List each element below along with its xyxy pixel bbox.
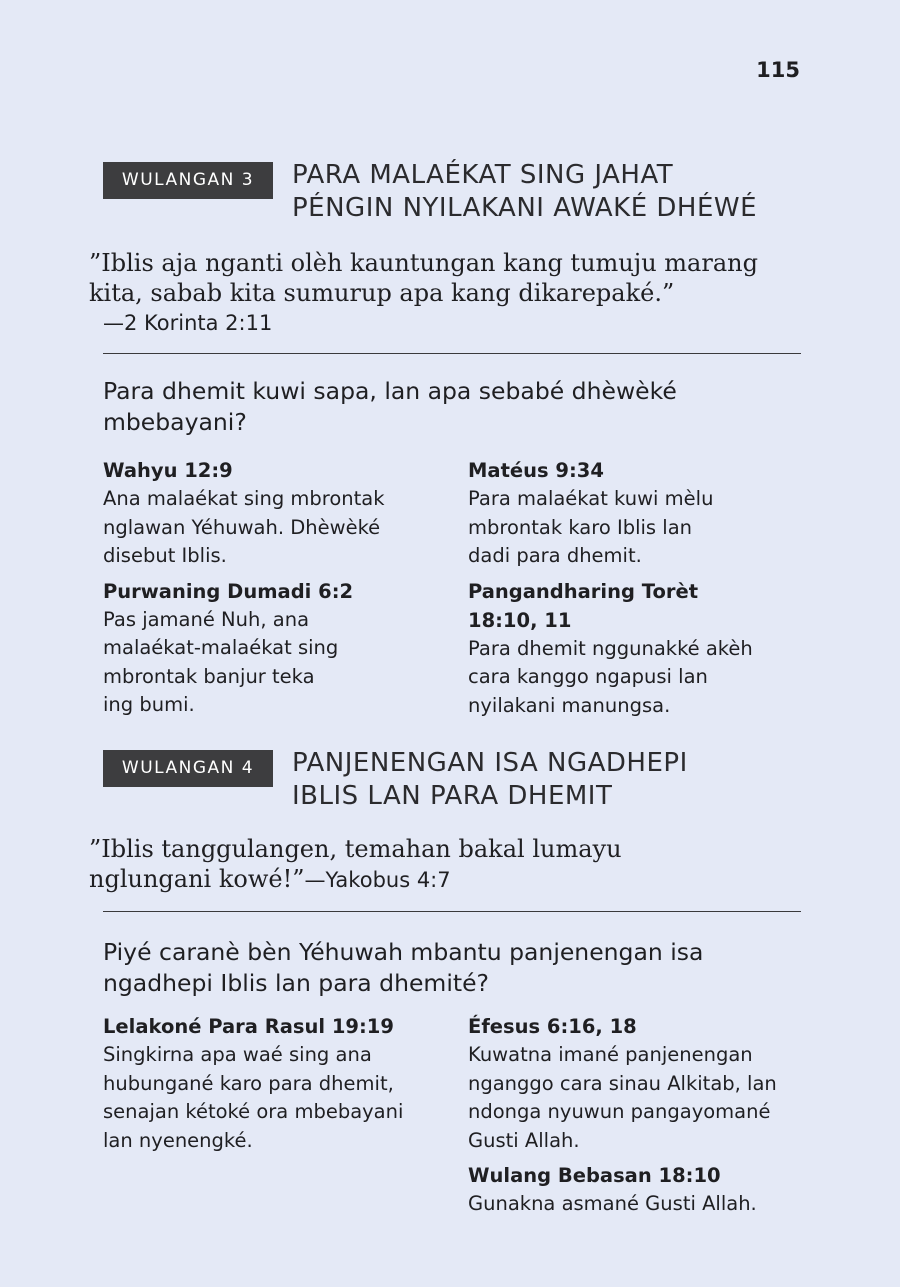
lesson-badge: WULANGAN 3 [103,162,273,199]
lesson-3-quote [89,248,801,338]
quote-reference: —2 Korinta 2:11 [103,311,273,335]
quote-reference: —Yakobus 4:7 [304,868,451,892]
scripture-ref-text: Para malaékat kuwi mèlu mbrontak karo Iblis lan dadi para dhemit. [468,487,714,567]
scripture-ref-title: Matéus 9:34 [468,459,604,482]
lesson-title-line: PARA MALAÉKAT SING JAHAT [292,160,674,190]
quote-line: nglungani kowé!” [89,865,305,893]
lesson-4-question [103,937,801,999]
scripture-ref-title: Wulang Bebasan 18:10 [468,1164,721,1187]
divider [103,353,801,354]
lesson-4-right-refs [468,1012,803,1225]
scripture-ref-text: Pas jamané Nuh, ana malaékat-malaékat sing mbrontak banjur teka ing bumi. [103,607,339,716]
lesson-title [292,159,757,225]
lesson-4-left-refs [103,1012,438,1161]
scripture-ref-text: Para dhemit nggunakké akèh cara kanggo ngapusi lan nyilakani manungsa. [468,636,753,717]
quote-text [89,248,801,308]
lesson-title [292,747,688,813]
quote-line: ”Iblis aja nganti olèh kauntungan kang tumuju marang [89,249,758,277]
scripture-ref-title: Wahyu 12:9 [103,459,233,482]
divider [103,911,801,912]
quote-text [89,834,801,895]
scripture-ref-title: Lelakoné Para Rasul 19:19 [103,1015,394,1038]
scripture-ref-title: Purwaning Dumadi 6:2 [103,579,354,603]
quote-line: ”Iblis tanggulangen, temahan bakal lumayu [89,835,622,863]
quote-line: kita, sabab kita sumurup apa kang dikarepaké.” [89,279,675,307]
question-line: Para dhemit kuwi sapa, lan apa sebabé dhèwèké [103,377,677,405]
question-line: Piyé caranè bèn Yéhuwah mbantu panjenengan isa [103,938,704,966]
question-line: ngadhepi Iblis lan para dhemité? [103,969,489,997]
lesson-title-line: PÉNGIN NYILAKANI AWAKÉ DHÉWÉ [292,193,758,223]
scripture-ref-text: Gunakna asmané Gusti Allah. [468,1192,757,1215]
page-number: 115 [756,58,800,82]
scripture-ref-title: Pangandharing Torèt 18:10, 11 [468,579,699,632]
scripture-ref-text: Ana malaékat sing mbrontak nglawan Yéhuwah. Dhèwèké disebut Iblis. [103,487,385,567]
question-line: mbebayani? [103,408,247,436]
lesson-3-question [103,376,801,438]
scripture-ref-text: Singkirna apa waé sing ana hubungané karo para dhemit, senajan kétoké ora mbebayani lan nyenengké. [103,1043,404,1152]
lesson-4-quote [89,834,801,895]
lesson-3-left-refs [103,456,438,726]
lesson-title-line: PANJENENGAN ISA NGADHEPI [292,748,688,778]
scripture-ref-title: Éfesus 6:16, 18 [468,1015,637,1038]
lesson-title-line: IBLIS LAN PARA DHEMIT [292,781,613,811]
lesson-badge: WULANGAN 4 [103,750,273,787]
lesson-3-right-refs [468,456,803,726]
scripture-ref-text: Kuwatna imané panjenengan nganggo cara sinau Alkitab, lan ndonga nyuwun pangayomané Gusti Allah. [468,1043,777,1152]
